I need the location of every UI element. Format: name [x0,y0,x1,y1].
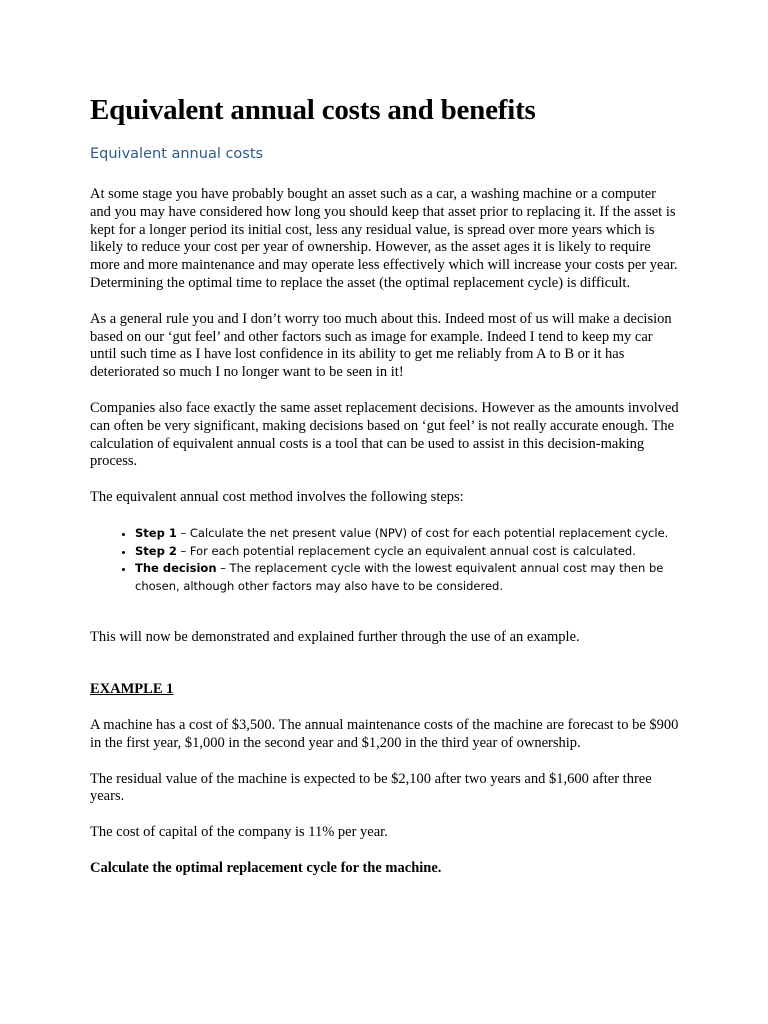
list-item [135,543,680,561]
paragraph-example-residual: The residual value of the machine is expected to be $2,100 after two years and $1,600 after three years. [90,770,652,805]
section-heading: Equivalent annual costs [90,146,264,162]
list-item [135,560,680,595]
step-text: – The replacement cycle with the lowest equivalent annual cost may then be chosen, although other factors may also have to be considered. [135,561,664,593]
example-heading: EXAMPLE 1 [90,681,174,698]
paragraph-steps-intro: The equivalent annual cost method involves the following steps: [90,489,464,506]
example-task: Calculate the optimal replacement cycle for the machine. [90,859,442,876]
list-item [135,525,680,543]
paragraph-example-capital: The cost of capital of the company is 11% per year. [90,824,388,841]
step-label: Step 2 [135,543,177,558]
paragraph-intro: At some stage you have probably bought an asset such as a car, a washing machine or a computer and you may have considered how long you should keep that asset prior to replacing it. If the asset is kept for a longer period its initial cost, less any residual value, is spread over more years which is likely to reduce your cost per year of ownership. However, as the asset ages it is likely to require more and more maintenance and may operate less effectively which will increase your costs per year. Determining the optimal time to replace the asset (the optimal replacement cycle) is difficult. [90,186,678,291]
paragraph-example-cost: A machine has a cost of $3,500. The annual maintenance costs of the machine are forecast to be $900 in the first year, $1,000 in the second year and $1,200 in the third year of ownership. [90,716,679,751]
page-title: Equivalent annual costs and benefits [90,94,536,126]
step-label: The decision [135,561,217,576]
paragraph-companies: Companies also face exactly the same asset replacement decisions. However as the amounts involved can often be very significant, making decisions based on ‘gut feel’ is not really accurate enough. The calculation of equivalent annual costs is a tool that can be used to assist in this decision-making process. [90,399,679,470]
step-text: – For each potential replacement cycle an equivalent annual cost is calculated. [176,543,636,558]
step-label: Step 1 [135,525,177,540]
paragraph-general-rule: As a general rule you and I don’t worry too much about this. Indeed most of us will make a decision based on our ‘gut feel’ and other factors such as image for example. Indeed I tend to keep my car until such time as I have lost confidence in its ability to get me reliably from A to B or it has deteriorated so much I no longer want to be seen in it! [90,310,672,381]
steps-list [90,525,680,595]
document-body [90,92,680,896]
step-text: – Calculate the net present value (NPV) of cost for each potential replacement cycle. [176,525,669,540]
paragraph-demo: This will now be demonstrated and explained further through the use of an example. [90,629,580,646]
